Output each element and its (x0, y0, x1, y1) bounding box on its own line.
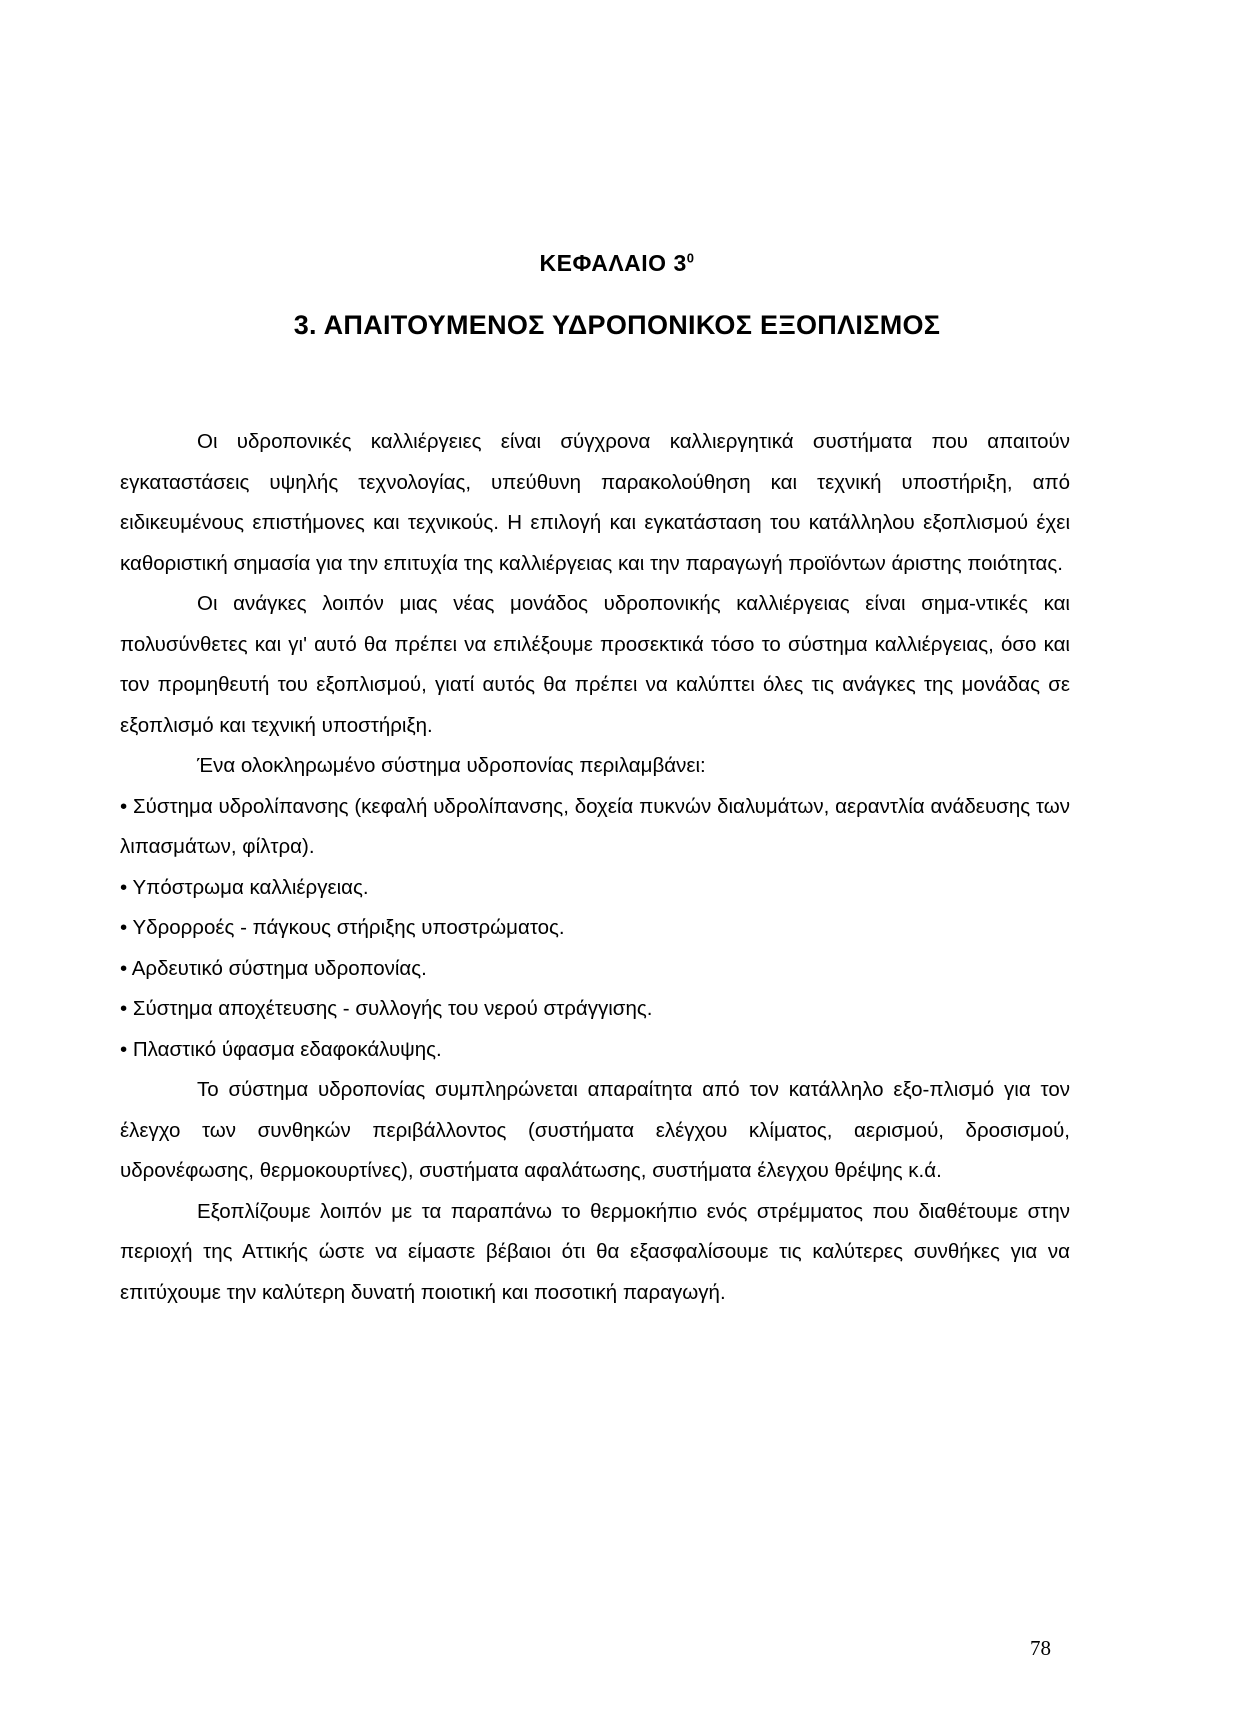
list-item: • Σύστημα υδρολίπανσης (κεφαλή υδρολίπανσης, δοχεία πυκνών διαλυμάτων, αεραντλία ανάδευσης των λιπασμάτων, φίλτρα). (120, 794, 1070, 858)
paragraph-system-includes: Ένα ολοκληρωμένο σύστημα υδροπονίας περιλαμβάνει: (197, 754, 706, 777)
list-item: • Υπόστρωμα καλλιέργειας. (120, 875, 369, 899)
chapter-label: ΚΕΦΑΛΑΙΟ 3 (539, 250, 687, 276)
paragraph-intro: Οι υδροπονικές καλλιέργειες είναι σύγχρονα καλλιεργητικά συστήματα που απαιτούν εγκαταστάσεις υψηλής τεχνολογίας, υπεύθυνη παρακολούθηση και τεχνική υποστήριξη, από ειδικευμένους επιστήμονες και τεχνικούς. Η επιλογή και εγκατάσταση του κατάλληλου εξοπλισμού έχει καθοριστική σημασία για την επιτυχία της καλλιέργειας και την παραγωγή προϊόντων άριστης ποιότητας. (120, 430, 1070, 575)
body-text (120, 422, 1070, 1313)
chapter-superscript: 0 (686, 250, 695, 266)
paragraph-conclusion: Εξοπλίζουμε λοιπόν με τα παραπάνω το θερμοκήπιο ενός στρέμματος που διαθέτουμε στην περιοχή της Αττικής ώστε να είμαστε βέβαιοι ότι θα εξασφαλίσουμε τις καλύτερες συνθήκες για να επιτύχουμε την καλύτερη δυνατή ποιοτική και ποσοτική παραγωγή. (120, 1199, 1070, 1304)
list-item: • Πλαστικό ύφασμα εδαφοκάλυψης. (120, 1037, 442, 1061)
chapter-heading (0, 250, 1234, 277)
section-title: 3. ΑΠΑΙΤΟΥΜΕΝΟΣ ΥΔΡΟΠΟΝΙΚΟΣ ΕΞΟΠΛΙΣΜΟΣ (293, 310, 941, 340)
page-number: 78 (1030, 1636, 1051, 1660)
list-item: • Σύστημα αποχέτευσης - συλλογής του νερού στράγγισης. (120, 997, 653, 1020)
list-item: • Υδρορροές - πάγκους στήριξης υποστρώματος. (120, 916, 565, 939)
list-item: • Αρδευτικό σύστημα υδροπονίας. (120, 956, 427, 980)
paragraph-needs: Οι ανάγκες λοιπόν μιας νέας μονάδος υδροπονικής καλλιέργειας είναι σημα-ντικές και πολυσύνθετες και γι' αυτό θα πρέπει να επιλέξουμε προσεκτικά τόσο το σύστημα καλλιέργειας, όσο και τον προμηθευτή του εξοπλισμού, γιατί αυτός θα πρέπει να καλύπτει όλες τις ανάγκες της μονάδας σε εξοπλισμό και τεχνική υποστήριξη. (120, 592, 1070, 737)
paragraph-environment-control: Το σύστημα υδροπονίας συμπληρώνεται απαραίτητα από τον κατάλληλο εξο-πλισμό για τον έλεγχο των συνθηκών περιβάλλοντος (συστήματα ελέγχου κλίματος, αερισμού, δροσισμού, υδρονέφωσης, θερμοκουρτίνες), συστήματα αφαλάτωσης, συστήματα έλεγχου θρέψης κ.ά. (120, 1078, 1070, 1182)
